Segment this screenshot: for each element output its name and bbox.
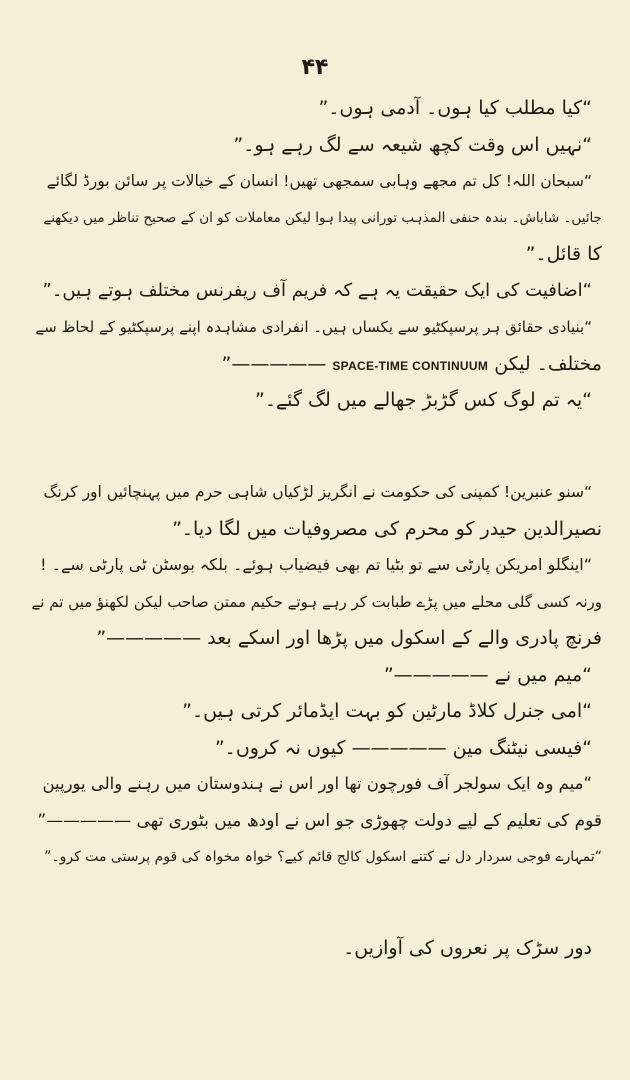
text-line: “اضافیت کی ایک حقیقت یہ ہے کہ فریم آف ریفرنس مختلف ہوتے ہیں۔”: [42, 279, 592, 301]
dash-fragment: —————”: [221, 352, 327, 375]
closing-line: دور سڑک پر نعروں کی آوازیں۔: [343, 937, 592, 959]
dialogue-block-1: [30, 90, 602, 419]
text-line: “امی جنرل کلاڈ مارٹین کو بہت ایڈمائر کرتی ہیں۔”: [182, 700, 592, 722]
text-line: “یہ تم لوگ کس گڑبڑ جھالے میں لگ گئے۔”: [255, 389, 592, 411]
text-line: جائیں۔ شاباش۔ بندہ حنفی المذہب تورانی پیدا ہوا لیکن معاملات کو ان کے صحیح تناظر میں دیکھنے: [43, 209, 602, 226]
text-line: “کیا مطلب کیا ہوں۔ آدمی ہوں۔”: [318, 97, 592, 119]
spacetime-term: SPACE-TIME CONTINUUM: [332, 358, 489, 373]
page-number: ۴۴: [301, 55, 329, 80]
text-line: قوم کی تعلیم کے لیے دولت چھوڑی جو اس نے اودھ میں بٹوری تھی —————”: [37, 810, 602, 831]
text-line: کا قائل۔”: [525, 243, 602, 265]
dialogue-block-2: [30, 474, 602, 876]
text-line: نصیرالدین حیدر کو محرم کی مصروفیات میں لگا دیا۔”: [172, 517, 602, 540]
text-line: “فیسی نیٹنگ مین ————— کیوں نہ کروں۔”: [214, 736, 592, 759]
text-line: “نہیں اس وقت کچھ شیعہ سے لگ رہے ہو۔”: [233, 133, 592, 156]
text-line: “اینگلو امریکن پارٹی سے تو بٹیا تم بھی فیضیاب ہوئے۔ بلکہ بوسٹن ٹی پارٹی سے۔ !: [40, 555, 592, 574]
text-line: فرنچ پادری والے کے اسکول میں پڑھا اور اسکے بعد —————”: [96, 627, 602, 649]
text-line: “سبحان اللہ! کل تم مجھے وہابی سمجھی تھیں! انسان کے خیالات پر سائن بورڈ لگائے: [46, 172, 592, 190]
text-line: ورنہ کسی گلی محلے میں پڑے طبابت کر رہے ہوتے حکیم ممتن صاحب لیکن لکھنؤ میں تم نے: [31, 592, 602, 611]
text-line: “میم میں نے —————”: [383, 663, 592, 686]
text-line: “میم وہ ایک سولجر آف فورچون تھا اور اس نے ہندوستان میں رہنے والی یورپین: [42, 774, 592, 793]
text-line: “سنو عنبرین! کمپنی کی حکومت نے انگریز لڑکیاں شاہی حرم میں پہنچائیں اور کرنگ: [43, 483, 592, 501]
text-line: “بنیادی حقائق ہر پرسپکٹیو سے یکساں ہیں۔ انفرادی مشاہدہ اپنے پرسپکٹیو کے لحاظ سے: [35, 318, 592, 336]
closing-block: [30, 930, 602, 967]
text-line-spacetime: [30, 346, 602, 383]
text-fragment: مختلف۔ لیکن: [494, 352, 602, 375]
text-line: “تمہارے فوجی سردار دل نے کتنے اسکول کالج قائم کیے؟ خواہ مخواہ کی قوم پرستی مت کرو۔”: [44, 849, 602, 865]
